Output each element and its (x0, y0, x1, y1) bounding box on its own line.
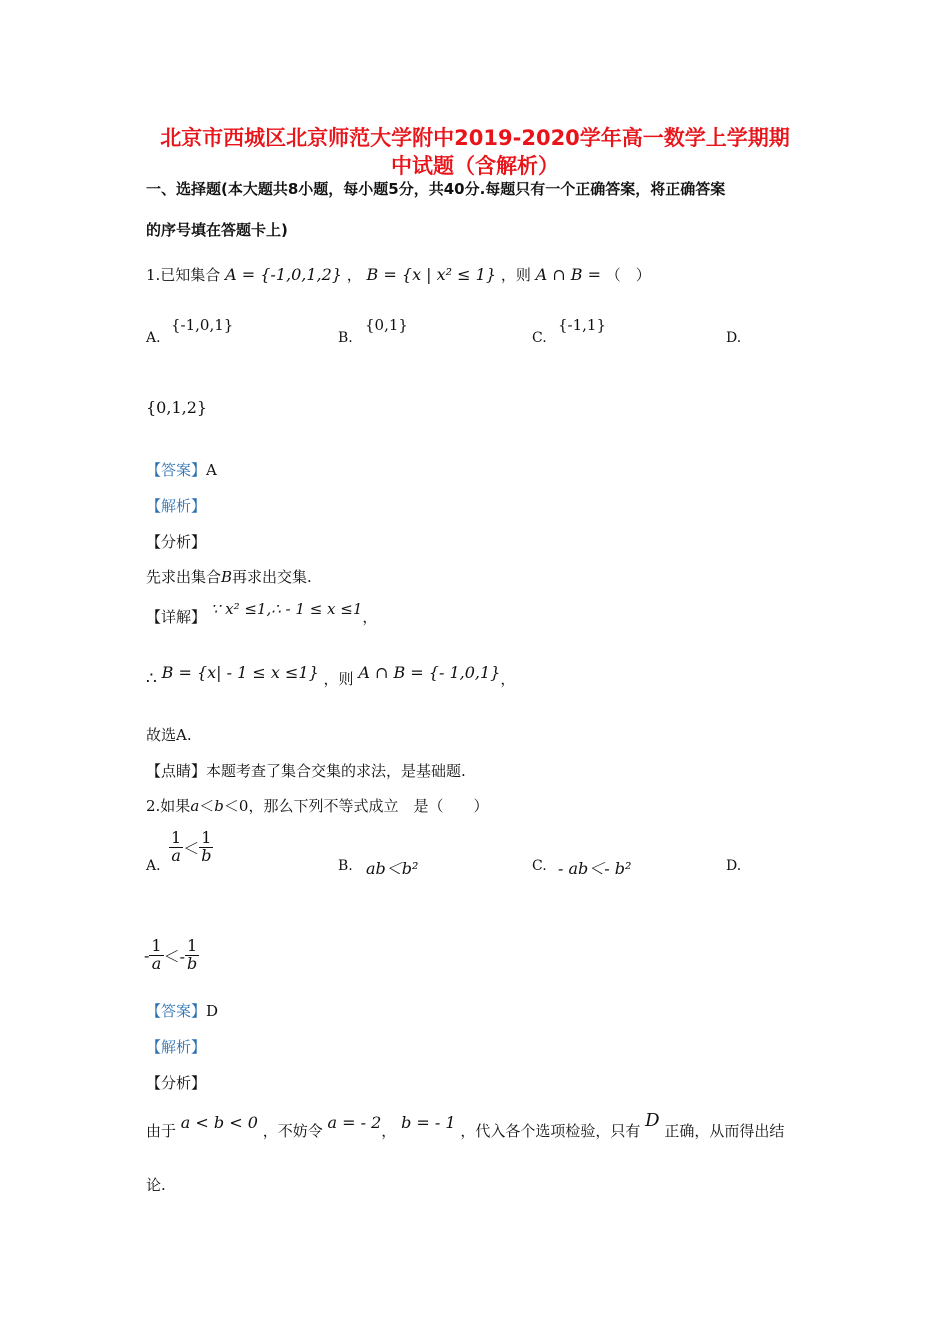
q2-fenxi-e2: a = - 2 (327, 1113, 382, 1132)
q2-option-c-label: C. (532, 858, 547, 874)
q2-fenxi-p4: ，代入各个选项检验，只有 (460, 1122, 641, 1140)
q1-option-d-value: {0,1,2} (146, 398, 208, 417)
q2-fenxi-text (146, 1110, 785, 1141)
q2-fenxi-e1: a < b < 0 (180, 1113, 258, 1132)
q2-cond-a: a (190, 797, 200, 815)
q1-set-a: A = {-1,0,1,2} (225, 265, 342, 284)
q2-fenxi-e3: b = - 1 (401, 1113, 456, 1132)
q2-option-d-num2: 1 (185, 938, 199, 956)
section-heading-line2: 的序号填在答题卡上) (146, 221, 288, 239)
section-heading-line1: 一、选择题(本大题共8小题，每小题5分，共40分.每题只有一个正确答案，将正确答案 (146, 180, 726, 198)
q1-detail-tag: 【详解】 (146, 608, 207, 626)
q1-detail-end: ， (362, 608, 378, 626)
q1-answer (146, 459, 217, 480)
q1-answer-tag: 【答案】 (146, 461, 207, 479)
q2-prefix: 2.如果 (146, 797, 191, 815)
q2-option-a-den2: b (201, 845, 212, 865)
q2-cond-b: b (214, 797, 224, 815)
q2-answer-tag: 【答案】 (146, 1002, 207, 1020)
q2-option-a-label: A. (146, 858, 161, 874)
q2-fenxi-e4: D (645, 1110, 660, 1131)
q1-set-b: B = {x | x² ≤ 1} (366, 265, 497, 284)
q2-zero: 0 (238, 797, 249, 815)
q2-option-d-num1: 1 (151, 936, 162, 955)
q2-fenxi-p3: ， (381, 1122, 397, 1140)
q2-fenxi-tag: 【分析】 (146, 1074, 207, 1092)
q2-option-a-num2: 1 (199, 830, 213, 848)
q1-fenxi-var: B (221, 568, 233, 586)
q2-option-d-frac1 (149, 938, 163, 973)
q1-answer-value: A (206, 461, 217, 479)
q1-option-b-value: {0,1} (365, 316, 408, 334)
q2-option-d-value (144, 938, 199, 973)
q1-tail: ，则 (500, 266, 531, 284)
q2-option-d-minus: - (144, 945, 150, 965)
q2-analysis-tag: 【解析】 (146, 1038, 207, 1056)
q2-lt1: ＜ (199, 797, 215, 815)
q1-fenxi-text (146, 566, 312, 587)
q1-fenxi-tag: 【分析】 (146, 533, 207, 551)
q1-comment-tag: 【点睛】 (146, 762, 207, 780)
doc-title-line2: 中试题（含解析） (391, 154, 559, 178)
q1-line2-expr2: A ∩ B = {- 1,0,1} (358, 663, 501, 682)
q2-option-a-frac1 (169, 830, 183, 865)
q1-prefix: 1.已知集合 (146, 266, 221, 284)
q1-option-a-value: {-1,0,1} (171, 316, 234, 334)
q1-option-a-label: A. (146, 330, 161, 346)
q2-option-d-den2: b (187, 953, 198, 973)
q1-detail-expr: ∵ x² ≤1,∴ - 1 ≤ x ≤1 (210, 600, 363, 618)
q2-answer (146, 1000, 218, 1021)
q1-option-b-label: B. (338, 330, 353, 346)
q1-line2-end: ， (500, 670, 516, 688)
q1-option-c-value: {-1,1} (558, 316, 607, 334)
q1-paren: （ ） (605, 266, 651, 284)
q1-sep: ， (346, 266, 362, 284)
q1-fenxi-suffix: 再求出交集. (232, 568, 312, 586)
q1-therefore: ∴ (146, 669, 157, 689)
q1-detail-line2 (146, 663, 516, 689)
q2-lt2: ＜ (223, 797, 239, 815)
q2-option-a-den1: a (171, 845, 181, 865)
q2-fenxi-p1: 由于 (146, 1122, 177, 1140)
q2-option-d-frac2 (185, 938, 199, 973)
q1-fenxi-prefix: 先求出集合 (146, 568, 222, 586)
q2-option-b-value: ab＜b² (366, 859, 419, 878)
q1-option-d-label: D. (726, 330, 742, 346)
q2-option-b-label: B. (338, 858, 353, 874)
q2-option-a-frac2 (199, 830, 213, 865)
q1-comment (146, 760, 466, 781)
q1-line2-mid: ，则 (323, 670, 354, 688)
q2-fenxi-p2: ，不妨令 (262, 1122, 323, 1140)
q1-analysis-tag: 【解析】 (146, 497, 207, 515)
q1-line2-expr: B = {x| - 1 ≤ x ≤1} (161, 663, 319, 682)
q1-detail (146, 600, 378, 627)
q2-stem (146, 795, 488, 816)
q2-fenxi-p5: 正确，从而得出结 (664, 1122, 785, 1140)
q1-choose: 故选A. (146, 726, 192, 744)
q2-option-d-den1: a (151, 953, 162, 973)
q1-comment-text: 本题考查了集合交集的求法，是基础题. (206, 762, 466, 780)
q2-option-a-value (169, 830, 213, 865)
q2-rest: ，那么下列不等式成立 是（ ） (248, 797, 489, 815)
q2-option-c-value: - ab＜- b² (558, 859, 632, 878)
q1-ask: A ∩ B = (535, 265, 601, 284)
q2-answer-value: D (206, 1002, 219, 1020)
q2-option-a-lt: ＜ (183, 838, 200, 858)
doc-title-line1: 北京市西城区北京师范大学附中2019-2020学年高一数学上学期期 (160, 126, 790, 150)
q2-fenxi-line2: 论. (146, 1176, 166, 1194)
q2-option-d-lt: ＜- (163, 946, 186, 966)
q2-option-a-num1: 1 (171, 828, 182, 847)
q1-option-c-label: C. (532, 330, 547, 346)
q1-stem (146, 264, 651, 285)
q2-option-d-label: D. (726, 858, 742, 874)
